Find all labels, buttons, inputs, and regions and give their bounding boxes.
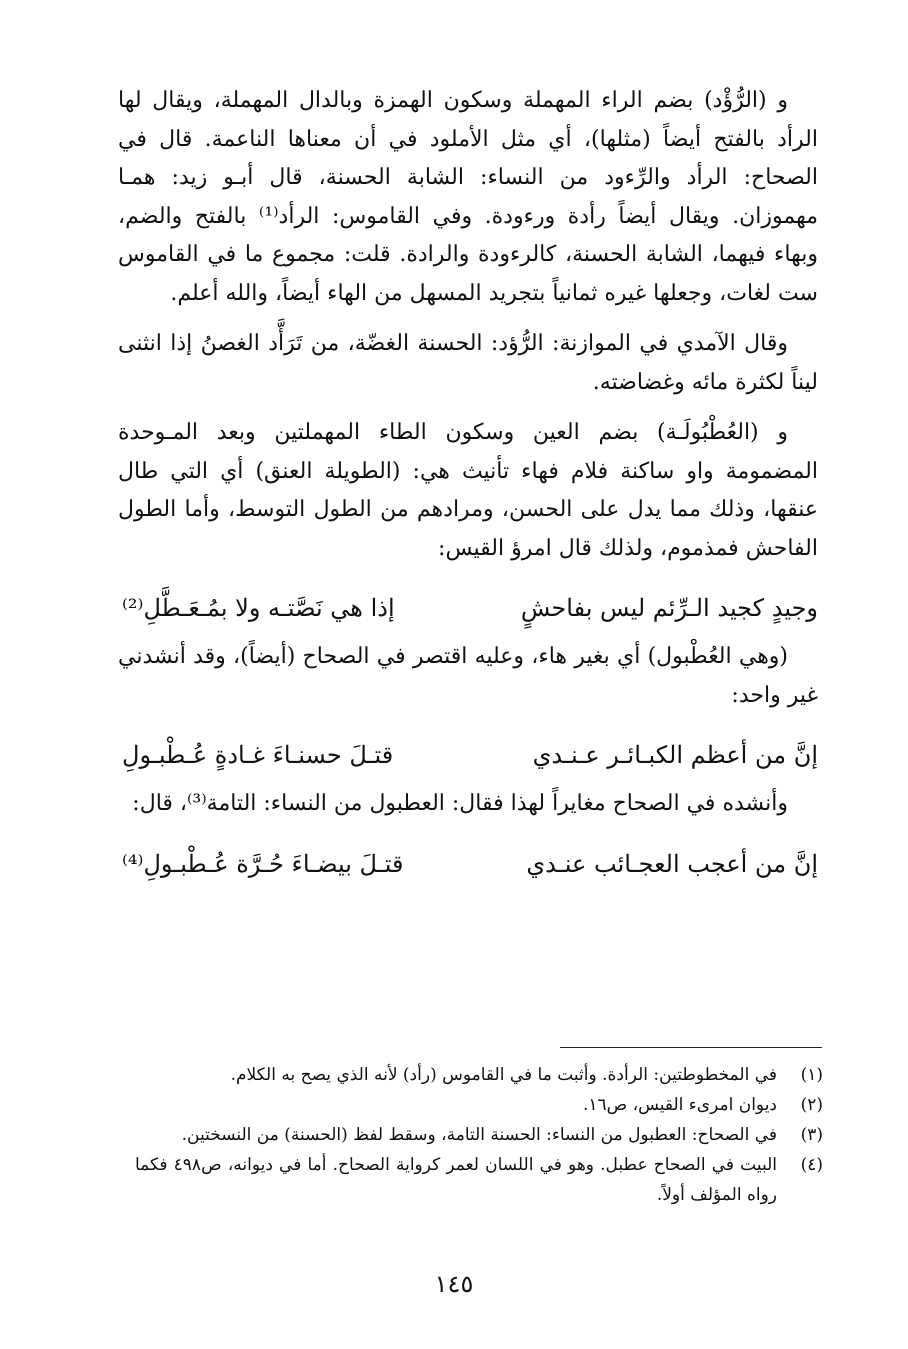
verse-line-3 <box>118 844 818 884</box>
verse-line-1 <box>118 588 818 628</box>
verse-3-first-hemistich: إنَّ من أعجب العجـائب عنـدي <box>526 849 818 878</box>
verse-2-first-hemistich: إنَّ من أعظم الكبـائـر عـنـدي <box>532 741 818 769</box>
main-text <box>118 82 818 894</box>
paragraph-5: وأنشده في الصحاح مغايراً لهذا فقال: العطبول من النساء: التامة⁽³⁾، قال: <box>132 791 788 816</box>
footnote-number: (٢) <box>800 1095 823 1115</box>
footnote-1 <box>135 1060 823 1090</box>
verse-line-2 <box>118 735 818 775</box>
footnote-separator <box>560 1047 822 1048</box>
footnote-text: في المخطوطتين: الرأدة. وأثبت ما في القاموس (رأد) لأنه الذي يصح به الكلام. <box>230 1065 777 1085</box>
page-number: ١٤٥ <box>434 1270 474 1298</box>
footnote-number: (٤) <box>800 1155 823 1175</box>
footnote-3 <box>135 1120 823 1150</box>
paragraph-4: (وهي العُطْبول) أي بغير هاء، وعليه اقتصر في الصحاح (أيضاً)، وقد أنشدني غير واحد: <box>118 644 818 708</box>
footnote-2 <box>135 1090 823 1120</box>
footnote-text: ديوان امرىء القيس، ص١٦. <box>582 1095 777 1115</box>
verse-2-second-hemistich: قتـلَ حسنـاءَ غـادةٍ عُـطْبـولِ <box>122 741 394 769</box>
footnotes <box>135 1060 823 1210</box>
verse-1-first-hemistich: وجيدٍ كجيد الـرِّئم ليس بفاحشٍ <box>520 594 818 622</box>
verse-3-second-hemistich: قتـلَ بيضـاءَ حُـرَّة عُـطْبـولِ⁽⁴⁾ <box>122 849 404 878</box>
footnote-number: (١) <box>800 1065 823 1085</box>
paragraph-2: وقال الآمدي في الموازنة: الرُّؤد: الحسنة الغضّة، من تَرَأَّد الغصنُ إذا انثنى ليناً لكثرة مائه وغضاضته. <box>118 331 818 395</box>
verse-1-second-hemistich: إذا هي نَصَّتـه ولا بمُـعَـطَّلِ⁽²⁾ <box>122 594 395 622</box>
footnote-number: (٣) <box>800 1125 823 1145</box>
footnote-text: البيت في الصحاح عطبل. وهو في اللسان لعمر كرواية الصحاح. أما في ديوانه، ص٤٩٨ فكما رواه المؤلف أولاً. <box>135 1155 777 1205</box>
paragraph-1: و (الرُّؤْد) بضم الراء المهملة وسكون الهمزة وبالدال المهملة، ويقال لها الرأد بالفتح أيضاً (مثلها)، أي مثل الأملود في أن معناها الناعمة. قال في الصحاح: الرأد والرِّءود من النساء: الشابة الحسنة، قال أبـو زيد: همـا مهموزان. ويقال أيضاً رأدة ورءودة. وفي القاموس: الرأد⁽¹⁾ بالفتح والضم، وبهاء فيهما، الشابة الحسنة، كالرءودة والرادة. قلت: مجموع ما في القاموس ست لغات، وجعلها غيره ثمانياً بتجريد المسهل من الهاء أيضاً، والله أعلم. <box>118 88 819 306</box>
footnote-text: في الصحاح: العطبول من النساء: الحسنة التامة، وسقط لفظ (الحسنة) من النسختين. <box>181 1125 777 1145</box>
paragraph-3: و (العُطْبُولَـة) بضم العين وسكون الطاء المهملتين وبعد المـوحدة المضمومة واو ساكنة فلام فهاء تأنيث هي: (الطويلة العنق) أي التي طال عنقها، وذلك مما يدل على الحسن، ومرادهم من الطول التوسط، وأما الطول الفاحش فمذموم، ولذلك قال امرؤ القيس: <box>118 420 818 561</box>
footnote-4 <box>135 1150 823 1210</box>
